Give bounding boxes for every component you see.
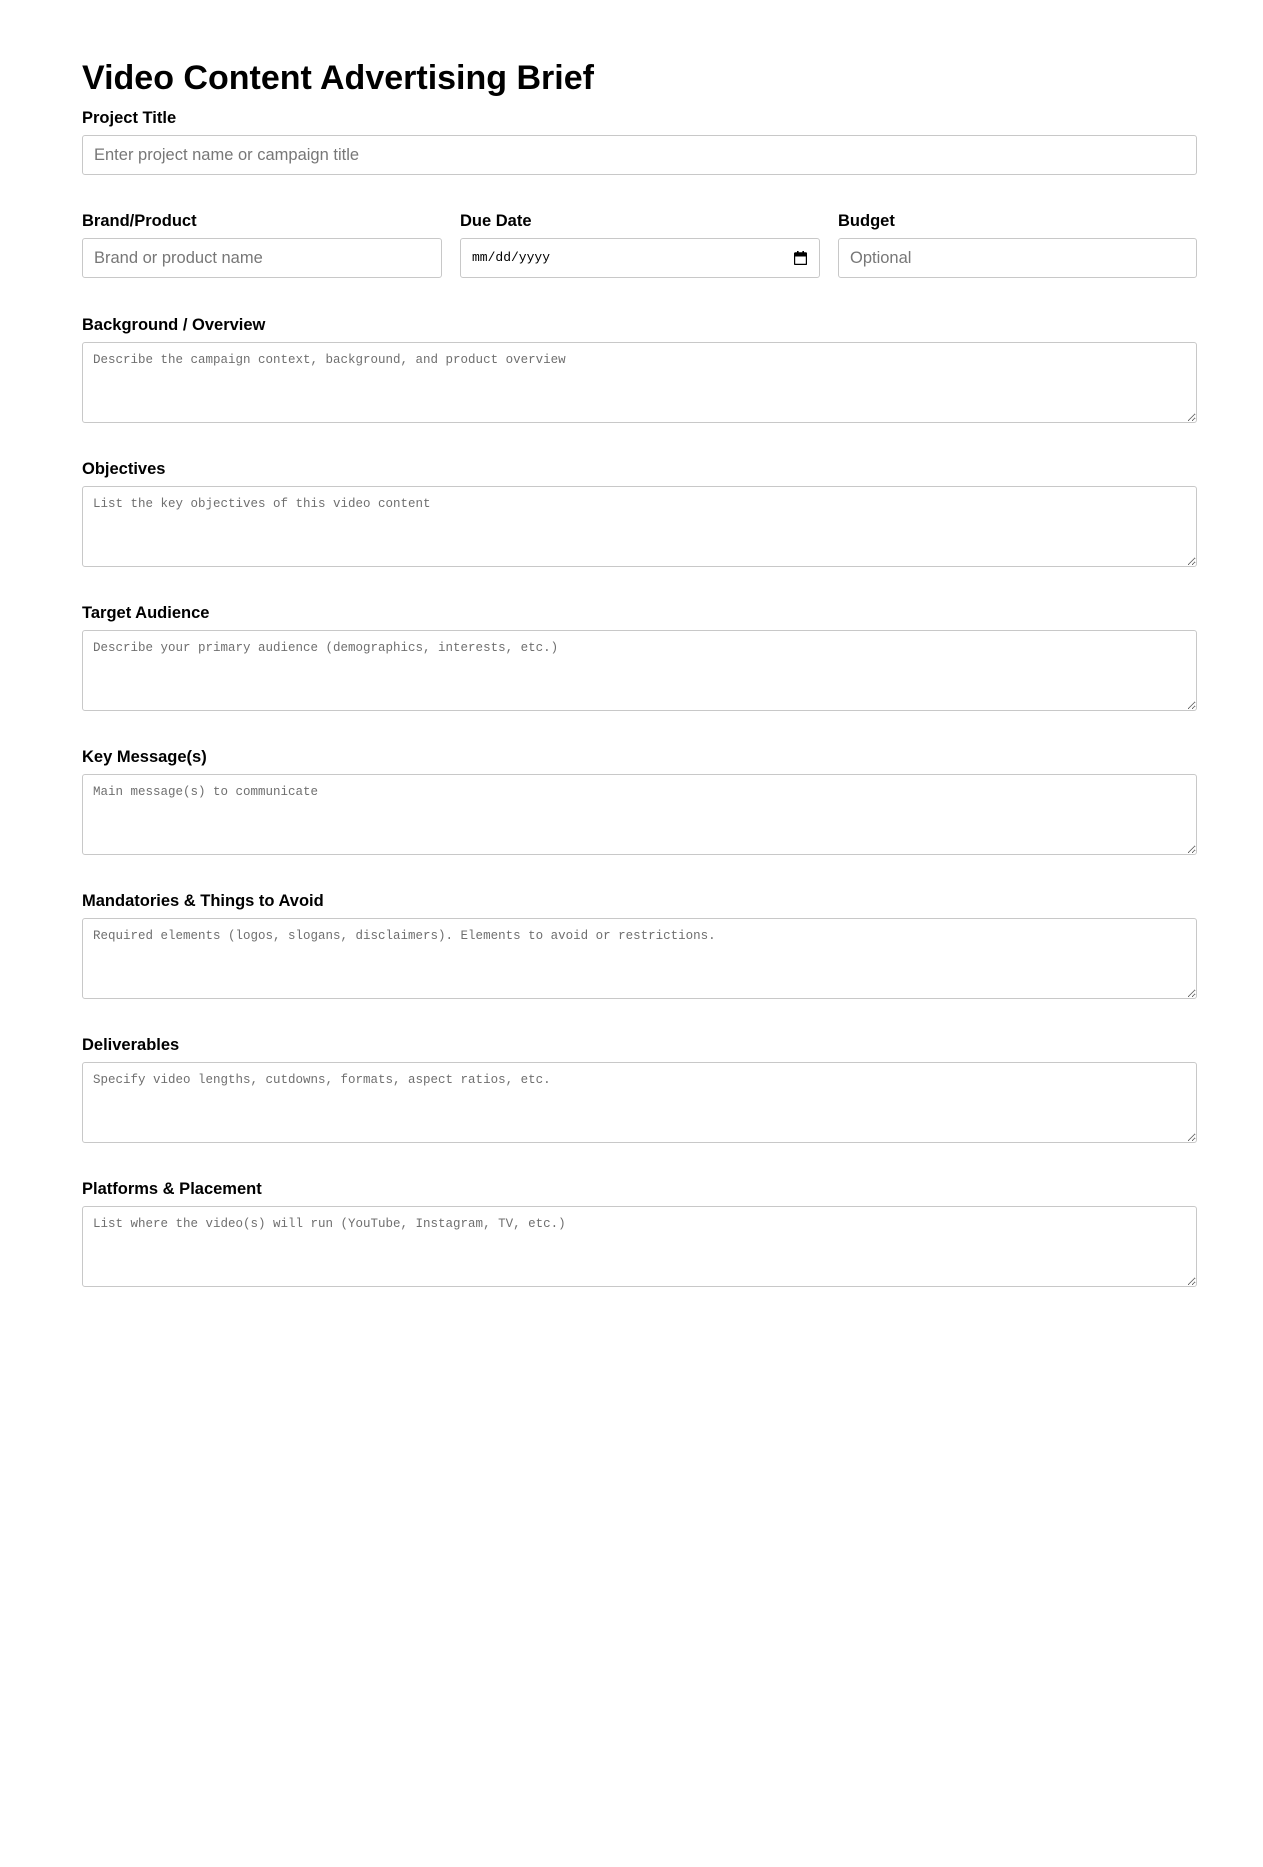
target-audience-label: Target Audience — [82, 604, 210, 622]
due-date-input[interactable] — [460, 238, 820, 278]
brand-product-label: Brand/Product — [82, 212, 197, 230]
mandatories-textarea[interactable] — [82, 918, 1197, 999]
calendar-icon[interactable] — [794, 251, 807, 265]
platforms-label: Platforms & Placement — [82, 1180, 262, 1198]
budget-label: Budget — [838, 212, 895, 230]
deliverables-label: Deliverables — [82, 1036, 180, 1054]
project-title-input[interactable] — [82, 135, 1197, 175]
objectives-textarea[interactable] — [82, 486, 1197, 567]
due-date-format: mm/dd/yyyy — [472, 250, 551, 265]
deliverables-textarea[interactable] — [82, 1062, 1197, 1143]
background-textarea[interactable] — [82, 342, 1197, 423]
brand-product-input[interactable] — [82, 238, 442, 278]
due-date-label: Due Date — [460, 212, 532, 230]
objectives-label: Objectives — [82, 460, 166, 478]
key-messages-textarea[interactable] — [82, 774, 1197, 855]
platforms-textarea[interactable] — [82, 1206, 1197, 1287]
mandatories-label: Mandatories & Things to Avoid — [82, 892, 324, 910]
target-audience-textarea[interactable] — [82, 630, 1197, 711]
key-messages-label: Key Message(s) — [82, 748, 207, 766]
project-title-label: Project Title — [82, 109, 177, 127]
background-label: Background / Overview — [82, 316, 266, 334]
page-title: Video Content Advertising Brief — [82, 59, 594, 97]
budget-input[interactable] — [838, 238, 1197, 278]
